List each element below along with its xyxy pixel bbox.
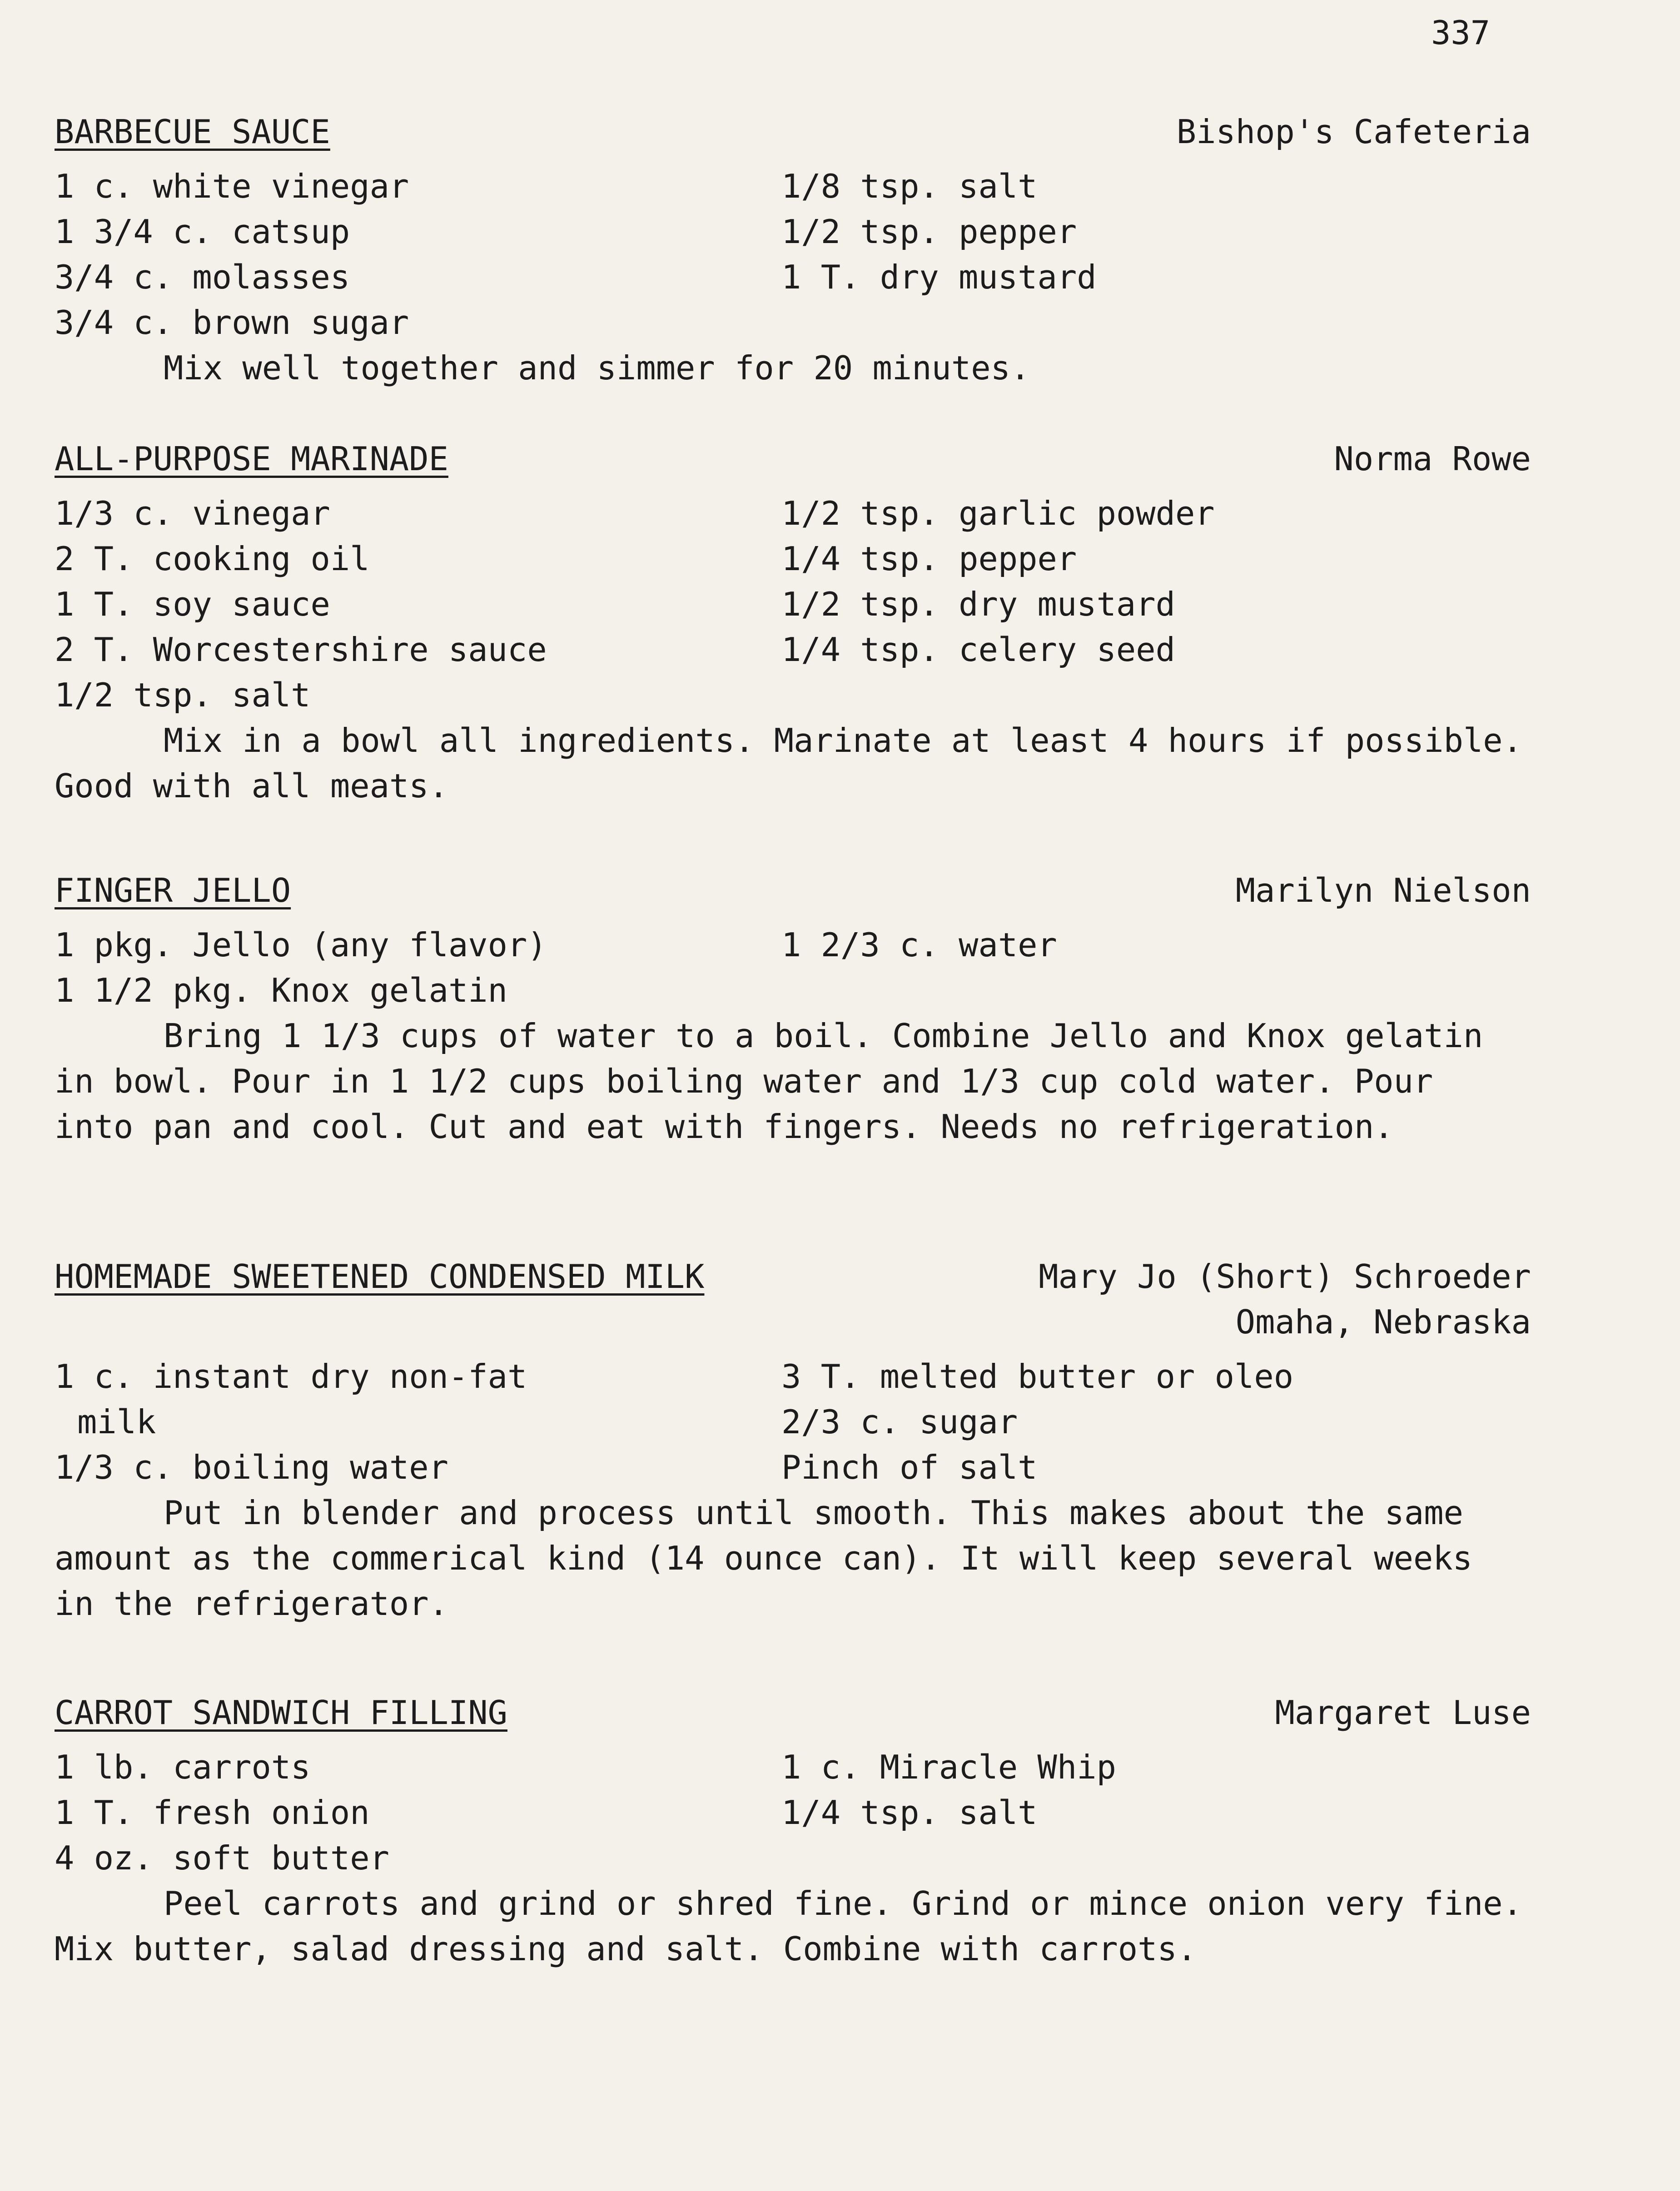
ingredient-list — [55, 491, 1531, 718]
recipe-carrot-sandwich-filling — [55, 1690, 1531, 1972]
ingredient: 3/4 c. molasses — [55, 258, 350, 296]
ingredient: 1 c. instant dry non-fat — [55, 1357, 527, 1396]
ingredient: 1/3 c. vinegar — [55, 494, 330, 532]
ingredient-list — [55, 1354, 1531, 1490]
ingredient: 2/3 c. sugar — [781, 1403, 1018, 1441]
ingredient: 2 T. cooking oil — [55, 540, 370, 578]
recipe-title: BARBECUE SAUCE — [55, 113, 330, 151]
recipe-contributor: Margaret Luse — [1275, 1694, 1531, 1732]
recipe-all-purpose-marinade — [55, 436, 1531, 809]
ingredient: 1/2 tsp. pepper — [781, 213, 1077, 251]
ingredient: 2 T. Worcestershire sauce — [55, 631, 547, 669]
ingredient: 1/2 tsp. dry mustard — [781, 585, 1175, 623]
recipe-contributor: Mary Jo (Short) Schroeder — [1039, 1257, 1531, 1296]
recipe-contributor: Norma Rowe — [1334, 440, 1531, 478]
recipe-directions: Peel carrots and grind or shred fine. Grind or mince onion very fine. Mix butter, salad dressing and salt. Combine with carrots. — [55, 1884, 1522, 1968]
ingredient-list — [55, 922, 1531, 1013]
recipe-contributor: Marilyn Nielson — [1235, 871, 1531, 909]
recipe-title: HOMEMADE SWEETENED CONDENSED MILK — [55, 1257, 705, 1296]
ingredient: 1/4 tsp. salt — [781, 1794, 1038, 1832]
ingredient: 1/4 tsp. celery seed — [781, 631, 1175, 669]
recipe-title: FINGER JELLO — [55, 871, 291, 909]
ingredient: 1/3 c. boiling water — [55, 1448, 448, 1486]
ingredient: 1 3/4 c. catsup — [55, 213, 350, 251]
recipe-directions: Mix in a bowl all ingredients. Marinate at least 4 hours if possible. Good with all meats. — [55, 721, 1522, 805]
recipe-title: ALL-PURPOSE MARINADE — [55, 440, 448, 478]
ingredient: 3/4 c. brown sugar — [55, 303, 409, 342]
ingredient: 1 1/2 pkg. Knox gelatin — [55, 971, 507, 1009]
ingredient: 1 pkg. Jello (any flavor) — [55, 926, 547, 964]
recipe-finger-jello — [55, 868, 1531, 1149]
ingredient: 1 T. soy sauce — [55, 585, 330, 623]
ingredient: 3 T. melted butter or oleo — [781, 1357, 1294, 1396]
recipe-directions: Mix well together and simmer for 20 minutes. — [164, 349, 1030, 387]
recipe-directions: Bring 1 1/3 cups of water to a boil. Combine Jello and Knox gelatin in bowl. Pour in 1 1/2 cups boiling water and 1/3 cup cold water. Pour into pan and cool. Cut and eat with fingers. Needs no refrigeration. — [55, 1017, 1483, 1146]
ingredient-list — [55, 1744, 1531, 1881]
ingredient-list — [55, 164, 1531, 345]
ingredient: milk — [77, 1403, 156, 1441]
ingredient: 1 2/3 c. water — [781, 926, 1057, 964]
recipe-directions: Put in blender and process until smooth. This makes about the same amount as the commerical kind (14 ounce can). It will keep several weeks in the refrigerator. — [55, 1494, 1473, 1623]
recipe-barbecue-sauce — [55, 109, 1531, 391]
ingredient: 1 T. dry mustard — [781, 258, 1097, 296]
ingredient: Pinch of salt — [781, 1448, 1038, 1486]
ingredient: 1/2 tsp. salt — [55, 676, 311, 714]
recipe-contributor: Bishop's Cafeteria — [1176, 113, 1531, 151]
page-number: 337 — [1431, 14, 1491, 52]
recipe-title: CARROT SANDWICH FILLING — [55, 1694, 507, 1732]
recipe-location: Omaha, Nebraska — [1235, 1303, 1531, 1341]
ingredient: 1/8 tsp. salt — [781, 167, 1038, 205]
ingredient: 1/4 tsp. pepper — [781, 540, 1077, 578]
ingredient: 4 oz. soft butter — [55, 1839, 389, 1877]
ingredient: 1 c. white vinegar — [55, 167, 409, 205]
ingredient: 1 c. Miracle Whip — [781, 1748, 1116, 1786]
ingredient: 1 lb. carrots — [55, 1748, 311, 1786]
ingredient: 1/2 tsp. garlic powder — [781, 494, 1215, 532]
ingredient: 1 T. fresh onion — [55, 1794, 370, 1832]
recipe-sweetened-condensed-milk — [55, 1254, 1531, 1626]
